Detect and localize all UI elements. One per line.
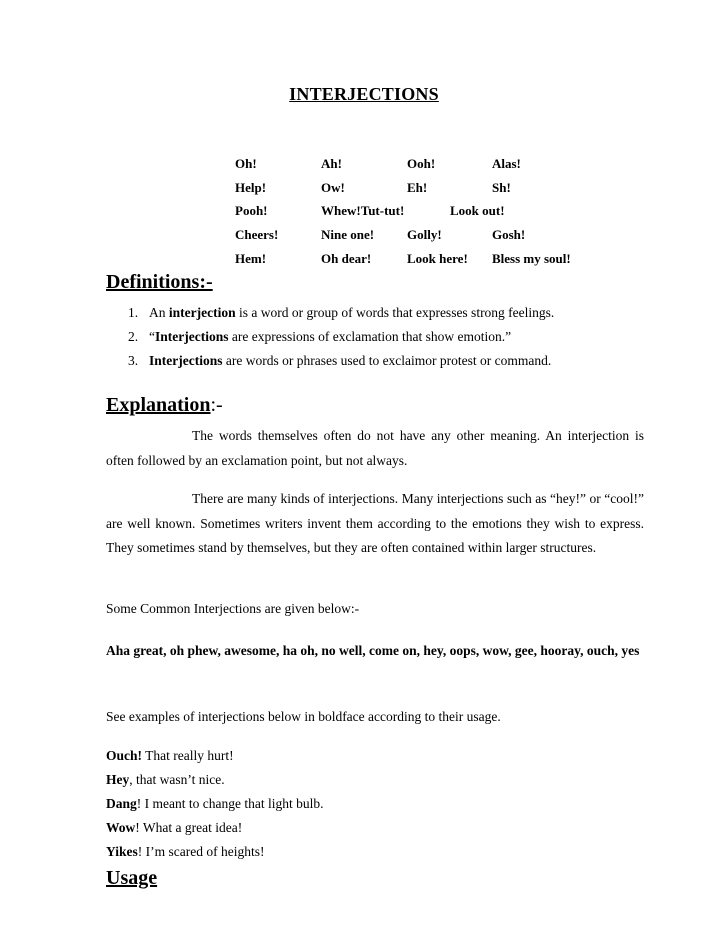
grid-word: Ah! xyxy=(321,156,342,171)
definition-pre: An xyxy=(149,305,169,320)
grid-word: Eh! xyxy=(407,180,428,195)
definition-term: Interjections xyxy=(149,353,223,368)
page-title: INTERJECTIONS xyxy=(289,84,439,104)
example-line xyxy=(106,772,225,788)
definition-number: 1. xyxy=(128,305,139,320)
definition-item xyxy=(128,305,554,321)
definitions-heading xyxy=(106,271,213,294)
grid-word: Help! xyxy=(235,180,267,195)
definition-item xyxy=(128,353,551,369)
grid-word: Gosh! xyxy=(492,227,526,242)
example-line xyxy=(106,844,264,860)
explanation-heading xyxy=(106,394,223,417)
definition-text: are expressions of exclamation that show emotion.” xyxy=(228,329,512,344)
definitions-heading-text: Definitions:- xyxy=(106,271,213,293)
example-interjection: Hey xyxy=(106,772,130,787)
grid-word: Golly! xyxy=(407,227,442,242)
common-interjections-list: Aha great, oh phew, awesome, ha oh, no well, come on, hey, oops, wow, gee, hooray, ouch, yes xyxy=(106,643,640,658)
grid-word: Oh! xyxy=(235,156,257,171)
paragraph-text: There are many kinds of interjections. Many interjections such as “hey!” or “cool!” are well known. Sometimes writers invent them according to the emotions they wish to express. They sometimes stand by themselves, but they are often contained within larger structures. xyxy=(106,491,644,555)
definition-term: Interjections xyxy=(155,329,229,344)
usage-heading xyxy=(106,867,157,890)
grid-word: Sh! xyxy=(492,180,511,195)
examples-intro: See examples of interjections below in boldface according to their usage. xyxy=(106,709,501,724)
explanation-heading-suffix: :- xyxy=(210,394,223,416)
grid-word: Hem! xyxy=(235,251,267,266)
grid-word: Pooh! xyxy=(235,203,268,218)
grid-word: Oh dear! xyxy=(321,251,372,266)
example-interjection: Dang xyxy=(106,796,137,811)
definition-text: is a word or group of words that expresses strong feelings. xyxy=(235,305,555,320)
example-text: ! I meant to change that light bulb. xyxy=(136,796,324,811)
grid-word: Look out! xyxy=(450,203,505,218)
example-interjection: Wow xyxy=(106,820,136,835)
example-line xyxy=(106,820,242,836)
grid-word: Bless my soul! xyxy=(492,251,571,266)
example-text: ! I’m scared of heights! xyxy=(137,844,265,859)
example-text: , that wasn’t nice. xyxy=(129,772,225,787)
grid-word: Nine one! xyxy=(321,227,375,242)
grid-word: Alas! xyxy=(492,156,521,171)
definition-number: 2. xyxy=(128,329,139,344)
grid-word: Look here! xyxy=(407,251,468,266)
paragraph-text: The words themselves often do not have any other meaning. An interjection is often followed by an exclamation point, but not always. xyxy=(106,428,644,468)
definition-number: 3. xyxy=(128,353,139,368)
example-text: That really hurt! xyxy=(142,748,234,763)
grid-word: Ow! xyxy=(321,180,345,195)
example-interjection: Yikes xyxy=(106,844,138,859)
grid-word: Ooh! xyxy=(407,156,436,171)
example-interjection: Ouch! xyxy=(106,748,143,763)
definition-text: are words or phrases used to exclaimor protest or command. xyxy=(222,353,552,368)
grid-word: Cheers! xyxy=(235,227,279,242)
explanation-heading-text: Explanation xyxy=(106,394,211,416)
example-line xyxy=(106,796,323,812)
common-interjections-intro: Some Common Interjections are given below:- xyxy=(106,601,360,616)
example-line xyxy=(106,748,234,764)
usage-heading-text: Usage xyxy=(106,867,158,889)
explanation-paragraph-1 xyxy=(106,424,644,473)
explanation-paragraph-2 xyxy=(106,487,644,561)
definition-term: interjection xyxy=(168,305,236,320)
example-text: ! What a great idea! xyxy=(135,820,243,835)
definition-item xyxy=(128,329,511,345)
grid-word: Whew!Tut-tut! xyxy=(321,203,405,218)
definition-pre: “ xyxy=(149,329,155,344)
